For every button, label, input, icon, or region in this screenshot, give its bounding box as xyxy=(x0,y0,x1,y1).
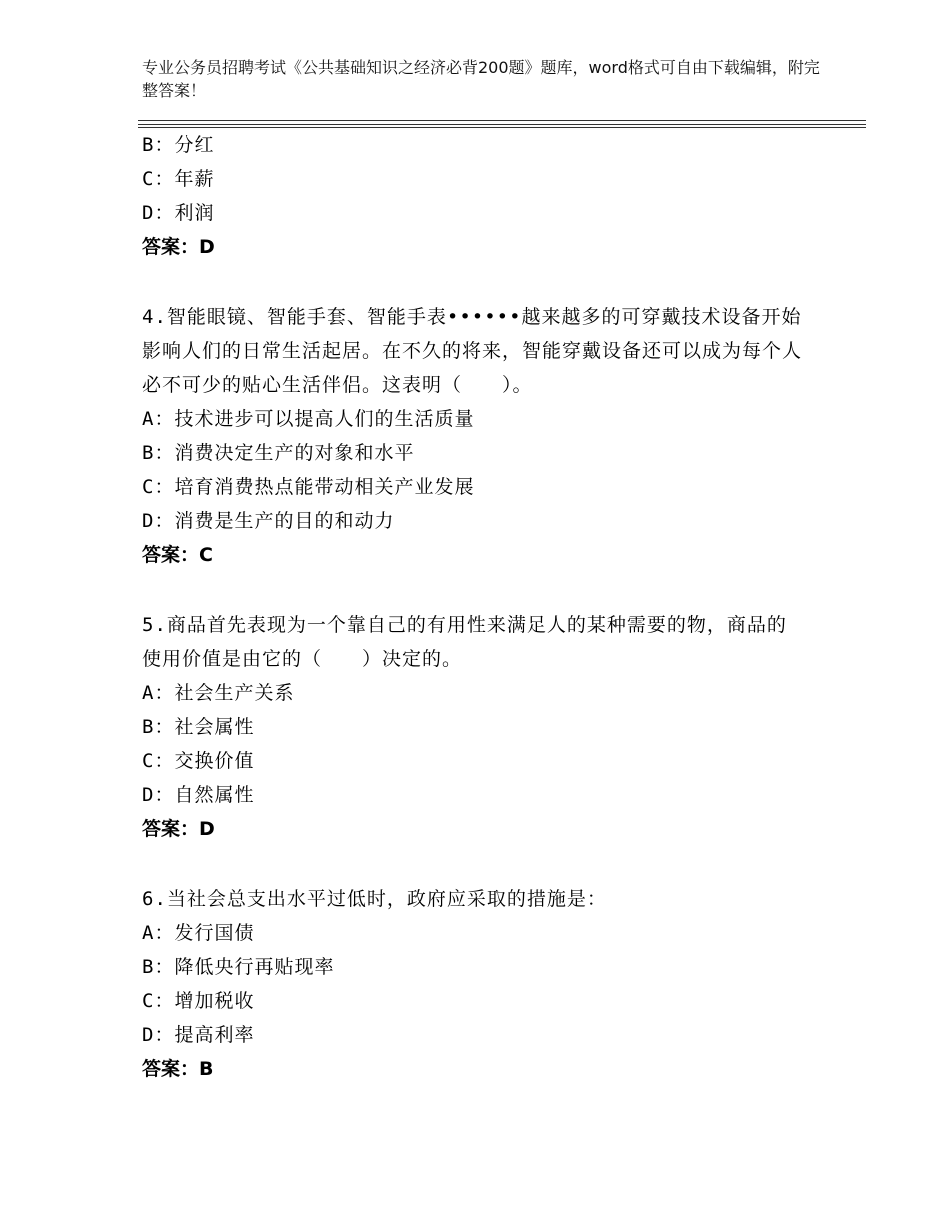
answer-key: 答案：B xyxy=(142,1058,214,1080)
question-5 xyxy=(142,608,842,846)
answer-option: A：技术进步可以提高人们的生活质量 xyxy=(142,408,475,430)
answer-option: D：提高利率 xyxy=(142,1024,255,1046)
question-6 xyxy=(142,882,842,1086)
answer-option: B：消费决定生产的对象和水平 xyxy=(142,442,415,464)
header-rule xyxy=(138,124,866,125)
answer-option: D：消费是生产的目的和动力 xyxy=(142,510,395,532)
question-text: 6.当社会总支出水平过低时，政府应采取的措施是： xyxy=(142,888,607,910)
document-header: 专业公务员招聘考试《公共基础知识之经济必背200题》题库，word格式可自由下载编辑，附完整答案！ xyxy=(142,58,820,100)
question-list xyxy=(142,128,842,1086)
answer-key: 答案：C xyxy=(142,544,213,566)
answer-key: 答案：D xyxy=(142,818,215,840)
question-fragment xyxy=(142,128,842,264)
answer-option: B：分红 xyxy=(142,134,215,156)
answer-option: D：自然属性 xyxy=(142,784,255,806)
answer-option: A：社会生产关系 xyxy=(142,682,295,704)
answer-key: 答案：D xyxy=(142,236,215,258)
header-rule xyxy=(138,120,866,121)
question-text: 5.商品首先表现为一个靠自己的有用性来满足人的某种需要的物，商品的使用价值是由它的（ ）决定的。 xyxy=(142,614,787,670)
question-text: 4.智能眼镜、智能手套、智能手表••••••越来越多的可穿戴技术设备开始影响人们的日常生活起居。在不久的将来，智能穿戴设备还可以成为每个人必不可少的贴心生活伴侣。这表明（ ）。 xyxy=(142,306,803,396)
answer-option: C：交换价值 xyxy=(142,750,255,772)
answer-option: C：培育消费热点能带动相关产业发展 xyxy=(142,476,475,498)
question-4 xyxy=(142,300,842,572)
answer-option: C：年薪 xyxy=(142,168,215,190)
answer-option: C：增加税收 xyxy=(142,990,255,1012)
answer-option: A：发行国债 xyxy=(142,922,255,944)
answer-option: B：社会属性 xyxy=(142,716,255,738)
answer-option: D：利润 xyxy=(142,202,215,224)
answer-option: B：降低央行再贴现率 xyxy=(142,956,335,978)
